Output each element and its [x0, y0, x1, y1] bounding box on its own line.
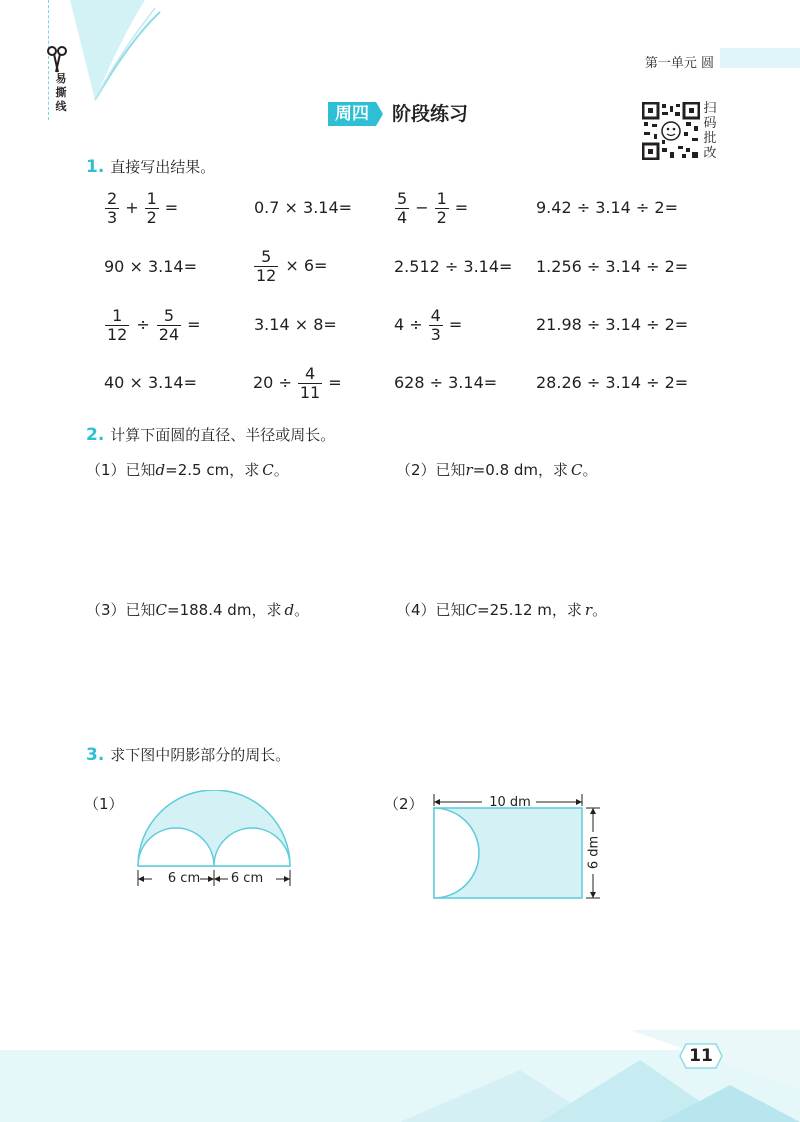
calc-item: 28.26 ÷ 3.14 ÷ 2= — [536, 373, 689, 392]
question-number: 2. — [86, 425, 105, 445]
figure-1-dim-left: 6 cm — [167, 871, 201, 886]
calc-item: $\frac{2}{3}$ + $\frac{1}{2}$ = — [107, 188, 179, 227]
calc-item: 20 ÷ $\frac{4}{11}$ = — [253, 363, 342, 402]
sub-question-1: （1）已知d=2.5 cm，求 C。 — [86, 461, 289, 479]
calc-item: 1.256 ÷ 3.14 ÷ 2= — [536, 257, 689, 276]
fraction: $\frac{4}{11}$ — [299, 363, 321, 402]
unit-title: 第一单元 圆 — [644, 56, 714, 71]
fraction: $\frac{1}{2}$ — [436, 188, 447, 227]
question-1-heading — [86, 156, 215, 178]
question-number: 1. — [86, 157, 105, 177]
fraction: $\frac{1}{2}$ — [146, 188, 157, 227]
sub-question-2: （2）已知r=0.8 dm，求 C。 — [396, 461, 598, 479]
figure-1-dim-right: 6 cm — [230, 871, 264, 886]
calc-item: 9.42 ÷ 3.14 ÷ 2= — [536, 198, 678, 217]
scissors-icon — [44, 44, 70, 74]
fraction: $\frac{5}{24}$ — [158, 305, 180, 344]
unit-band — [720, 48, 800, 68]
footer-mountains — [400, 1030, 800, 1122]
question-2-heading — [86, 424, 335, 446]
fraction: $\frac{4}{3}$ — [430, 305, 441, 344]
calc-item: $\frac{5}{12}$ × 6= — [256, 246, 328, 285]
calc-item: $\frac{5}{4}$ − $\frac{1}{2}$ = — [397, 188, 469, 227]
fraction: $\frac{5}{4}$ — [397, 188, 408, 227]
question-title: 计算下面圆的直径、半径或周长。 — [110, 426, 336, 444]
calc-item: 2.512 ÷ 3.14= — [394, 257, 513, 276]
calc-item: 4 ÷ $\frac{4}{3}$ = — [394, 305, 463, 344]
figure-2-height-label: 6 dm — [586, 835, 602, 870]
sub-question-3: （3）已知C=188.4 dm，求 d。 — [86, 601, 310, 619]
fraction: $\frac{2}{3}$ — [107, 188, 118, 227]
calc-item: 40 × 3.14= — [104, 373, 197, 392]
fraction: $\frac{1}{12}$ — [107, 305, 128, 344]
figure-2-label: （2） — [384, 795, 424, 813]
tear-line-label: 易撕线 — [55, 72, 67, 113]
calc-item: 90 × 3.14= — [104, 257, 197, 276]
qr-label: 扫码批改 — [703, 101, 717, 161]
calc-item: 3.14 × 8= — [254, 315, 337, 334]
day-badge: 周四 — [328, 102, 376, 126]
figure-1-label: （1） — [84, 795, 124, 813]
fraction: $\frac{5}{12}$ — [256, 246, 277, 285]
question-title: 直接写出结果。 — [110, 158, 216, 176]
figure-2-width-label: 10 dm — [489, 795, 531, 810]
day-badge-arrow — [376, 102, 383, 126]
sub-question-4: （4）已知C=25.12 m，求 r。 — [396, 601, 608, 619]
question-3-heading — [86, 744, 290, 766]
calc-item: 628 ÷ 3.14= — [394, 373, 498, 392]
question-title: 求下图中阴影部分的周长。 — [110, 746, 291, 764]
page-number: 11 — [689, 1046, 713, 1066]
question-number: 3. — [86, 745, 105, 765]
page-title: 阶段练习 — [392, 103, 469, 125]
calc-item: 0.7 × 3.14= — [254, 198, 353, 217]
qr-code-icon[interactable] — [642, 102, 700, 160]
corner-swoosh — [60, 0, 170, 120]
calc-item: $\frac{1}{12}$ ÷ $\frac{5}{24}$ = — [107, 305, 201, 344]
calc-item: 21.98 ÷ 3.14 ÷ 2= — [536, 315, 689, 334]
